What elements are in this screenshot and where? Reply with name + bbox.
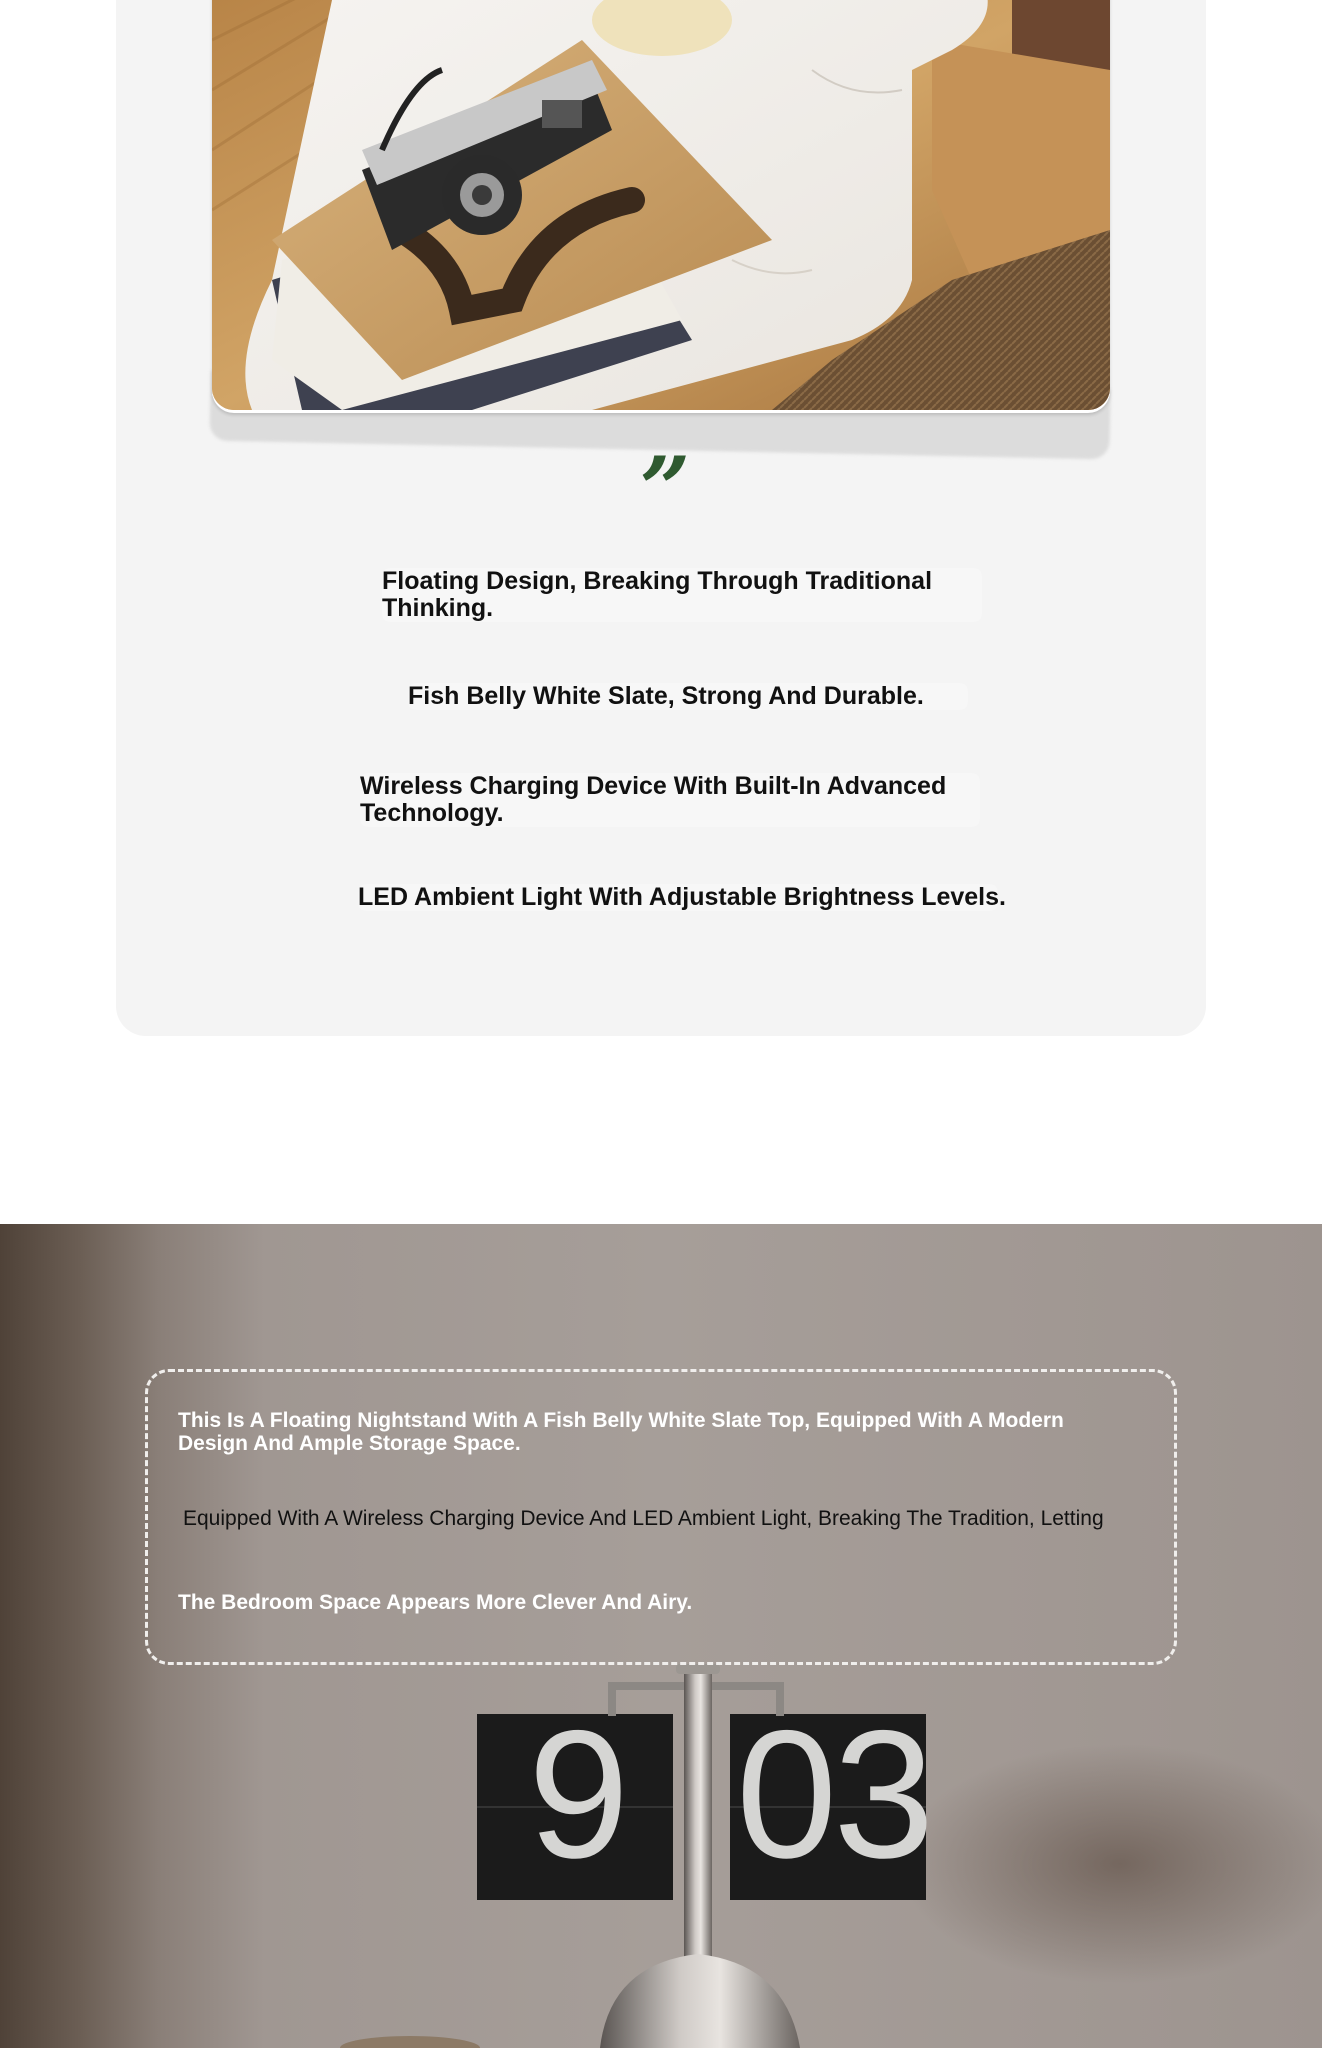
feature-slate-top: Fish Belly White Slate, Strong And Durable. [408,683,968,710]
quote-icon: ” [639,437,691,541]
nightstand-photo [212,0,1110,410]
feature-floating-design: Floating Design, Breaking Through Traditional Thinking. [382,568,982,622]
feature-led-light: LED Ambient Light With Adjustable Brightness Levels. [358,883,1006,911]
description-line-1: This Is A Floating Nightstand With A Fish Belly White Slate Top, Equipped With A Modern Design And Ample Storage Space. [178,1409,1064,1455]
clock-hour: 9 [528,1692,626,1896]
feature-wireless-charging: Wireless Charging Device With Built-In Advanced Technology. [360,773,980,827]
clock-minutes: 03 [736,1692,931,1896]
description-line-3: The Bedroom Space Appears More Clever And Airy. [178,1591,693,1614]
nightstand-photo-illustration [212,0,1110,410]
description-line-2: Equipped With A Wireless Charging Device And LED Ambient Light, Breaking The Tradition, Letting [183,1507,1104,1530]
